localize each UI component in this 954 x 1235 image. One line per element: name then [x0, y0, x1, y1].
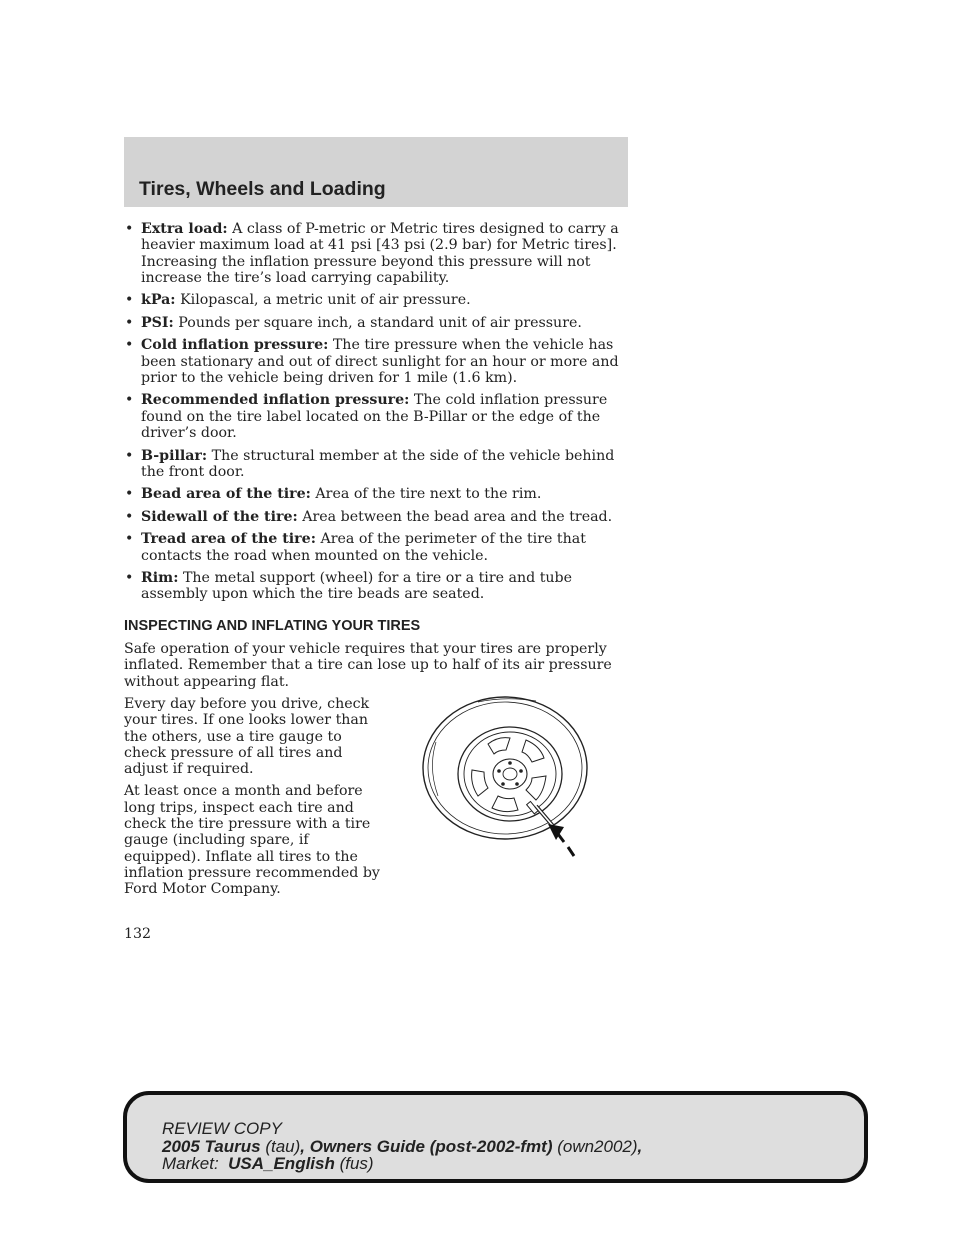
market-name: USA_English — [228, 1154, 335, 1174]
guide-name: , Owners Guide (post-2002-fmt) — [300, 1136, 553, 1156]
glossary-item-cold-inflation — [124, 337, 630, 386]
bullet-icon: • — [125, 447, 134, 464]
glossary-item-bead-area — [124, 486, 630, 502]
page-title: Tires, Wheels and Loading — [139, 178, 386, 200]
intro-paragraph: Safe operation of your vehicle requires that your tires are properly inflated. Remember that a tire can lose up to half of its air pressure without appearing flat. — [124, 641, 612, 690]
glossary-definition: The tire pressure when the vehicle has been stationary and out of direct sunlight for an hour or more and prior to the vehicle being driven for 1 mile (1.6 km). — [141, 337, 619, 386]
review-copy-market-line — [162, 1155, 642, 1173]
glossary-item-recommended-inflation — [124, 392, 630, 441]
glossary-definition: Area of the tire next to the rim. — [310, 486, 542, 503]
model-name: 2005 Taurus — [162, 1136, 261, 1156]
bullet-icon: • — [125, 570, 134, 587]
bullet-icon: • — [125, 392, 134, 409]
section-header-band — [124, 137, 628, 207]
market-label: Market: — [162, 1154, 229, 1174]
page-number: 132 — [124, 926, 152, 942]
glossary-term: Extra load: — [141, 221, 228, 237]
glossary-term: Bead area of the tire: — [141, 486, 311, 503]
bullet-icon: • — [125, 292, 134, 309]
glossary-term: kPa: — [141, 292, 176, 309]
glossary-term: Rim: — [141, 570, 179, 587]
glossary-item-kpa — [124, 292, 630, 308]
separator: , — [637, 1136, 643, 1156]
glossary-term: Recommended inflation pressure: — [141, 392, 410, 409]
bullet-icon: • — [125, 531, 134, 548]
glossary-item-sidewall — [124, 509, 630, 525]
bullet-icon: • — [125, 314, 134, 331]
monthly-check-paragraph: At least once a month and before long trips, inspect each tire and check the tire pressure with a tire gauge (including spare, if equipped). Inflate all tires to the inflation pressure recommended by Ford Motor Company. — [124, 783, 380, 898]
section-heading: INSPECTING AND INFLATING YOUR TIRES — [124, 618, 421, 634]
glossary-definition: The cold inflation pressure found on the tire label located on the B-Pillar or the edge of the driver’s door. — [141, 392, 608, 442]
review-copy-box — [123, 1091, 868, 1183]
instructions-column — [124, 696, 386, 904]
review-copy-text — [162, 1120, 642, 1173]
glossary-item-psi — [124, 315, 630, 331]
glossary-definition: A class of P-metric or Metric tires designed to carry a heavier maximum load at 41 psi [43 psi (2.9 bar) for Metric tires]. Increasing the inflation pressure beyond this pressure will not increase the tire’s load carrying capability. — [141, 221, 619, 286]
bullet-icon: • — [125, 221, 134, 237]
glossary-definition: Area between the bead area and the tread. — [297, 508, 613, 525]
glossary-list — [124, 221, 630, 609]
daily-check-paragraph: Every day before you drive, check your tires. If one looks lower than the others, use a tire gauge to check pressure of all tires and adjust if required. — [124, 696, 370, 778]
tire-valve-stem-illustration — [418, 692, 593, 866]
model-code: (tau) — [260, 1136, 301, 1156]
glossary-term: PSI: — [141, 314, 174, 331]
review-copy-model-line — [162, 1138, 642, 1156]
bullet-icon: • — [125, 508, 134, 525]
glossary-term: B-pillar: — [141, 447, 208, 464]
bullet-icon: • — [125, 486, 134, 503]
glossary-term: Cold inflation pressure: — [141, 337, 329, 354]
glossary-definition: The metal support (wheel) for a tire or a tire and tube assembly upon which the tire beads are seated. — [141, 570, 573, 603]
bullet-icon: • — [125, 337, 134, 354]
glossary-definition: Pounds per square inch, a standard unit of air pressure. — [173, 314, 582, 331]
tire-icon — [418, 692, 593, 862]
glossary-term: Tread area of the tire: — [141, 531, 316, 548]
glossary-definition: The structural member at the side of the vehicle behind the front door. — [141, 447, 615, 480]
review-copy-label: REVIEW COPY — [162, 1119, 282, 1138]
glossary-item-tread-area — [124, 531, 630, 564]
market-code: (fus) — [334, 1154, 374, 1174]
glossary-item-b-pillar — [124, 448, 630, 481]
glossary-definition: Area of the perimeter of the tire that contacts the road when mounted on the vehicle. — [141, 531, 586, 564]
glossary-item-extra-load — [124, 221, 630, 286]
guide-code: (own2002) — [552, 1136, 638, 1156]
glossary-item-rim — [124, 570, 630, 603]
glossary-definition: Kilopascal, a metric unit of air pressure. — [175, 292, 471, 309]
glossary-term: Sidewall of the tire: — [141, 508, 298, 525]
